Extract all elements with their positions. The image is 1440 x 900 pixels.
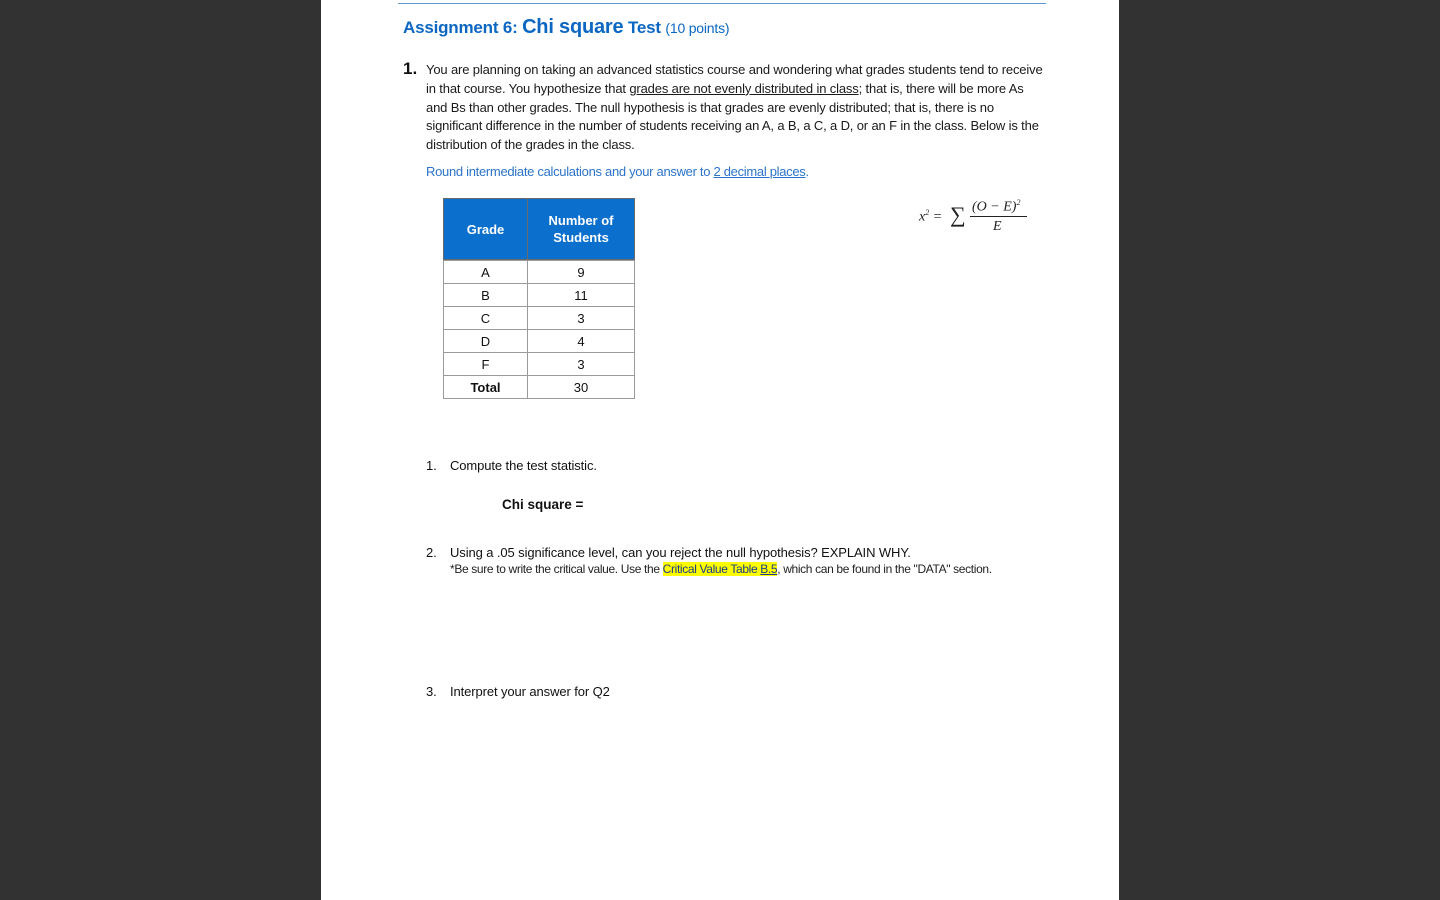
- grade-cell: C: [444, 307, 528, 330]
- grade-distribution-table: [443, 198, 635, 399]
- header-rule: [398, 3, 1046, 4]
- note-highlight-text: Critical Value Table: [662, 562, 761, 576]
- total-value: 30: [528, 376, 635, 399]
- sub-question-text: Interpret your answer for Q2: [450, 684, 610, 699]
- sub-question-1: [426, 458, 597, 473]
- formula-x: x: [919, 209, 926, 225]
- fraction-bar: [970, 216, 1027, 217]
- formula-lhs: [919, 208, 942, 226]
- sub-question-2: [426, 545, 911, 560]
- grade-cell: D: [444, 330, 528, 353]
- sub-question-text: Using a .05 significance level, can you reject the null hypothesis? EXPLAIN WHY.: [450, 545, 911, 560]
- formula-numerator-text: (O − E): [972, 199, 1017, 215]
- sub-question-number: 3.: [426, 684, 437, 699]
- note-highlight: [663, 562, 778, 576]
- grade-cell: A: [444, 261, 528, 284]
- table-row: [444, 284, 635, 307]
- header-grade: Grade: [444, 199, 528, 260]
- sub-question-number: 1.: [426, 458, 437, 473]
- title-suffix: Test: [623, 18, 661, 37]
- table-row: [444, 307, 635, 330]
- table-row: [444, 261, 635, 284]
- critical-value-note: [450, 562, 992, 576]
- total-label: Total: [444, 376, 528, 399]
- intro-underlined: grades are not evenly distributed in class: [629, 80, 859, 96]
- table-row: [444, 353, 635, 376]
- formula-numerator-exponent: 2: [1016, 198, 1021, 207]
- count-cell: 4: [528, 330, 635, 353]
- critical-value-link[interactable]: B.5: [760, 562, 778, 576]
- rounding-prefix: Round intermediate calculations and your answer to: [426, 164, 714, 179]
- question-intro: [426, 61, 1046, 155]
- count-cell: 3: [528, 307, 635, 330]
- note-prefix: *Be sure to write the critical value. Use the: [450, 562, 663, 576]
- grade-cell: B: [444, 284, 528, 307]
- table-header-row: [444, 199, 635, 260]
- rounding-note: [426, 164, 809, 179]
- formula-denominator: E: [993, 219, 1002, 234]
- count-cell: 9: [528, 261, 635, 284]
- table-row: [444, 330, 635, 353]
- sub-question-number: 2.: [426, 545, 437, 560]
- rounding-link[interactable]: 2 decimal places: [713, 164, 806, 179]
- formula-equals: =: [929, 209, 943, 225]
- chi-square-answer-label: Chi square =: [502, 497, 584, 512]
- count-cell: 11: [528, 284, 635, 307]
- sigma-symbol: ∑: [950, 202, 966, 227]
- assignment-title: [403, 16, 729, 39]
- formula-numerator: [972, 198, 1020, 216]
- sub-question-3: [426, 684, 610, 699]
- title-prefix: Assignment 6:: [403, 18, 523, 37]
- count-cell: 3: [528, 353, 635, 376]
- rounding-suffix: .: [805, 164, 809, 179]
- sub-question-text: Compute the test statistic.: [450, 458, 597, 473]
- table-total-row: [444, 376, 635, 399]
- note-suffix: , which can be found in the "DATA" section.: [777, 562, 992, 576]
- intro-text-2: ; that is, there will be more As and Bs than other grades. The null hypothesis is that grades are evenly distributed; that is, there is no significant difference in the number of students receiving an A, a B, a C, a D, or an F in the class. Below is the distribution of the grades in the class.: [426, 80, 1039, 153]
- intro-text-1: You are planning on taking an advanced statistics course and wondering what grades students tend to receive in that course. You hypothesize that: [426, 62, 1043, 96]
- title-main: Chi square: [522, 16, 624, 38]
- document-page: [321, 0, 1119, 900]
- header-number-of-students: Number of Students: [528, 199, 635, 260]
- formula-lhs-exponent: 2: [925, 208, 930, 217]
- grade-cell: F: [444, 353, 528, 376]
- question-number: 1.: [403, 59, 418, 78]
- title-points: (10 points): [665, 20, 730, 36]
